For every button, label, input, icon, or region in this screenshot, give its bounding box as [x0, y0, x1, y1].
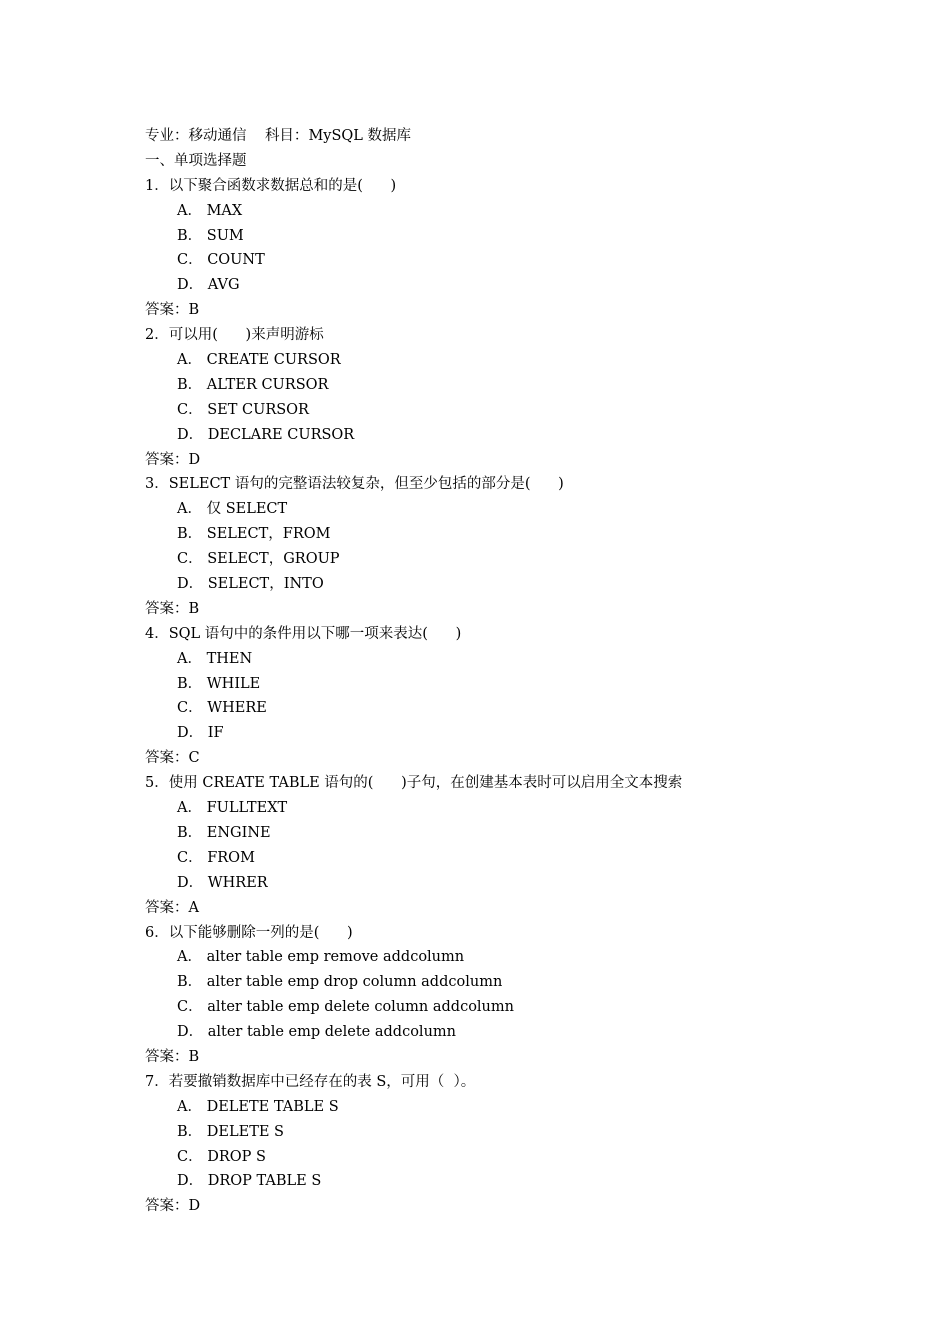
- question-block: [145, 472, 825, 621]
- question-text: 使用 CREATE TABLE 语句的( )子句，在创建基本表时可以启用全文本搜索: [168, 775, 683, 792]
- option-c: C． SELECT，GROUP: [177, 551, 340, 568]
- option-a: A． FULLTEXT: [177, 800, 288, 817]
- section-title: 一、单项选择题: [145, 152, 247, 169]
- document-content: [145, 124, 825, 1219]
- question-block: [145, 921, 825, 1070]
- subject-value: MySQL 数据库: [308, 128, 412, 144]
- question-number: 5．: [145, 775, 169, 792]
- question-text: SQL 语句中的条件用以下哪一项来表达( ): [168, 625, 462, 642]
- answer-value: B: [188, 600, 200, 617]
- answer-line: [145, 298, 825, 323]
- answer-label: 答案：: [145, 600, 189, 617]
- question-text: 以下聚合函数求数据总和的是( ): [168, 177, 397, 194]
- option-b: B． DELETE S: [177, 1123, 284, 1140]
- option-d: D． WHRER: [177, 874, 268, 891]
- question-number: 3．: [145, 476, 169, 493]
- answer-line: [145, 1045, 825, 1070]
- option-c: C． FROM: [177, 849, 255, 866]
- option-d: D． alter table emp delete addcolumn: [177, 1024, 456, 1041]
- header-line: [145, 124, 825, 149]
- option-b: B． alter table emp drop column addcolumn: [177, 974, 503, 991]
- option-c: C． WHERE: [177, 700, 267, 717]
- answer-line: [145, 1194, 825, 1219]
- answer-line: [145, 746, 825, 771]
- answer-label: 答案：: [145, 750, 189, 767]
- option-a: A． CREATE CURSOR: [177, 352, 341, 369]
- option-d: D． IF: [177, 725, 224, 742]
- question-line: [145, 323, 825, 348]
- subject-label: 科目：: [264, 128, 309, 144]
- answer-label: 答案：: [145, 899, 189, 916]
- answer-line: [145, 448, 825, 473]
- option-c: C． alter table emp delete column addcolumn: [177, 999, 514, 1016]
- question-number: 7．: [145, 1073, 169, 1090]
- question-text: 可以用( )来声明游标: [168, 327, 324, 344]
- option-b: B． ENGINE: [177, 824, 271, 841]
- question-block: [145, 323, 825, 472]
- question-line: [145, 921, 825, 946]
- answer-value: C: [188, 750, 200, 767]
- question-line: [145, 771, 825, 796]
- question-block: [145, 771, 825, 920]
- option-c: C． COUNT: [177, 252, 265, 269]
- option-c: C． DROP S: [177, 1148, 266, 1165]
- question-line: [145, 1070, 825, 1095]
- answer-value: D: [188, 451, 201, 468]
- question-block: [145, 622, 825, 771]
- option-b: B． ALTER CURSOR: [177, 376, 329, 393]
- question-line: [145, 622, 825, 647]
- question-line: [145, 472, 825, 497]
- option-a: A． THEN: [177, 650, 253, 667]
- question-number: 1．: [145, 177, 169, 194]
- option-d: D． DROP TABLE S: [177, 1173, 322, 1190]
- major-value: 移动通信: [188, 128, 247, 144]
- answer-value: D: [188, 1198, 201, 1215]
- answer-label: 答案：: [145, 302, 189, 319]
- answer-value: B: [188, 1048, 200, 1065]
- answer-value: B: [188, 302, 200, 319]
- answer-value: A: [188, 899, 199, 916]
- option-b: B． WHILE: [177, 675, 261, 692]
- question-number: 2．: [145, 327, 169, 344]
- option-d: D． SELECT，INTO: [177, 576, 324, 593]
- question-block: [145, 1070, 825, 1219]
- question-number: 4．: [145, 625, 169, 642]
- option-a: A． alter table emp remove addcolumn: [177, 949, 465, 966]
- answer-label: 答案：: [145, 1198, 189, 1215]
- answer-line: [145, 597, 825, 622]
- answer-label: 答案：: [145, 1048, 189, 1065]
- answer-label: 答案：: [145, 451, 189, 468]
- question-text: 若要撤销数据库中已经存在的表 S，可用（ ）。: [168, 1073, 476, 1090]
- question-text: SELECT 语句的完整语法较复杂，但至少包括的部分是( ): [168, 476, 564, 493]
- question-line: [145, 174, 825, 199]
- option-b: B． SELECT，FROM: [177, 526, 331, 543]
- option-b: B． SUM: [177, 227, 244, 244]
- option-a: A． DELETE TABLE S: [177, 1098, 339, 1115]
- question-block: [145, 174, 825, 323]
- option-d: D． DECLARE CURSOR: [177, 426, 355, 443]
- answer-line: [145, 896, 825, 921]
- option-c: C． SET CURSOR: [177, 401, 309, 418]
- major-label: 专业：: [145, 128, 189, 144]
- option-a: A． MAX: [177, 202, 243, 219]
- option-a: A． 仅 SELECT: [177, 501, 288, 518]
- question-number: 6．: [145, 924, 169, 941]
- option-d: D． AVG: [177, 277, 240, 294]
- question-text: 以下能够删除一列的是( ): [168, 924, 353, 941]
